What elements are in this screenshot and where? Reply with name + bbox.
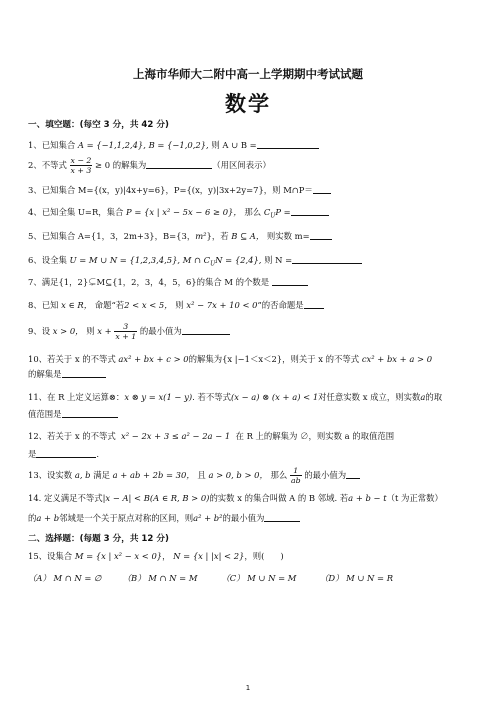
option-c: （C） M ∪ N = M <box>221 573 297 583</box>
option-d: （D） M ∪ N = R <box>320 573 394 583</box>
question-15-options <box>28 572 416 584</box>
answer-blank <box>310 230 332 240</box>
answer-blank <box>182 325 230 335</box>
question-4: 4、已知全集 U=R，集合 P = {x | x² − 5x − 6 ≥ 0}， 那么 $C_UP$ = <box>28 206 472 223</box>
subject-heading: 数学 <box>225 92 271 116</box>
question-15: 15、设集合 M = {x | x² − x < 0}， N = {x | |x| < 2}，则( ) <box>28 551 284 561</box>
question-12: 12、若关于 x 的不等式 x² − 2x + 3 ≤ a² − 2a − 1 在 R 上的解集为 ∅，则实数 a 的取值范围 <box>28 431 395 441</box>
question-5: 5、已知集合 A={1，3，2m+3}，B={3，m²}，若 B ⊆ A， 则实数 m= <box>28 230 472 242</box>
fraction: $\frac{x - 2}{x + 3}$ <box>70 156 92 175</box>
option-b: （B） M ∩ N = M <box>122 573 198 583</box>
question-12-line-2: 是 . <box>28 449 100 459</box>
question-6: 6、设全集 U = M ∪ N = {1,2,3,4,5}, M ∩ $C_UN = \{2,4\}$, 则 N = <box>28 254 472 271</box>
question-14-line-2: 的a + b邻域是一个关于原点对称的区间，则a² + b²的最小值为 <box>28 512 472 524</box>
fraction: $\frac{3}{x + 1}$ <box>115 322 137 341</box>
question-10-line-2: 的解集是 <box>28 368 472 380</box>
answer-blank <box>257 139 319 149</box>
question-3: 3、已知集合 M={(x，y)|4x+y=6}，P={(x，y)|3x+2y=7}，则 M∩P＝ <box>28 184 472 196</box>
section-fill-blank-heading: 一、填空题：(每空 3 分，共 42 分) <box>28 120 169 130</box>
answer-blank <box>346 469 360 479</box>
question-14: 14. 定义满足不等式|x − A| < B(A ∈ R, B > 0)的实数 x 的集合叫做 A 的 B 邻域. 若a + b − t（t 为正常数） <box>28 493 443 503</box>
page-number: 1 <box>245 684 251 692</box>
question-9: 9、设 x > 0， 则 x + $\frac{3}{x + 1}$ 的最小值为 <box>28 322 472 341</box>
answer-blank <box>304 299 324 309</box>
answer-blank <box>291 206 329 216</box>
question-7: 7、满足{1，2}⊊M⊆{1，2，3，4，5，6}的集合 M 的个数是 <box>28 276 472 288</box>
fraction: $\frac{1}{ab}$ <box>290 466 301 485</box>
question-11-line-2: 值范围是 <box>28 408 472 420</box>
answer-blank <box>62 368 106 378</box>
answer-blank <box>313 184 331 194</box>
option-a: （A） M ∩ N = ∅ <box>28 573 102 583</box>
answer-blank <box>146 159 212 169</box>
question-13: 13、设实数 a, b 满足 a + ab + 2b = 30， 且 a > 0, b > 0， 那么 $\frac{1}{ab}$ 的最小值为 <box>28 466 472 485</box>
exam-title: 上海市华师大二附中高一上学期期中考试试题 <box>133 67 363 81</box>
question-11: 11、在 R 上定义运算⊗：x ⊗ y = x(1 − y). 若不等式(x − a) ⊗ (x + a) < 1对任意实数 x 成立，则实数a的取 <box>28 392 443 402</box>
answer-blank <box>62 408 118 418</box>
question-2: 2、不等式 $\frac{x - 2}{x + 3}$ ≥ 0 的解集为 （用区间表示） <box>28 156 271 175</box>
question-8: 8、已知 x ∈ R， 命题“若2 < x < 5， 则 x² − 7x + 10 < 0”的否命题是 <box>28 299 472 311</box>
answer-blank <box>36 448 96 458</box>
question-10: 10、若关于 x 的不等式 ax² + bx + c > 0的解集为{x |−1＜x＜2}，则关于 x 的不等式 cx² + bx + a > 0 <box>28 354 433 364</box>
answer-blank <box>264 512 300 522</box>
answer-blank <box>292 254 362 264</box>
question-1: 1、已知集合 A = {−1,1,2,4}, B = {−1,0,2}, 则 A ∪ B = <box>28 139 472 151</box>
section-choice-heading: 二、选择题：(每题 3 分，共 12 分) <box>28 534 169 544</box>
answer-blank <box>272 276 308 286</box>
